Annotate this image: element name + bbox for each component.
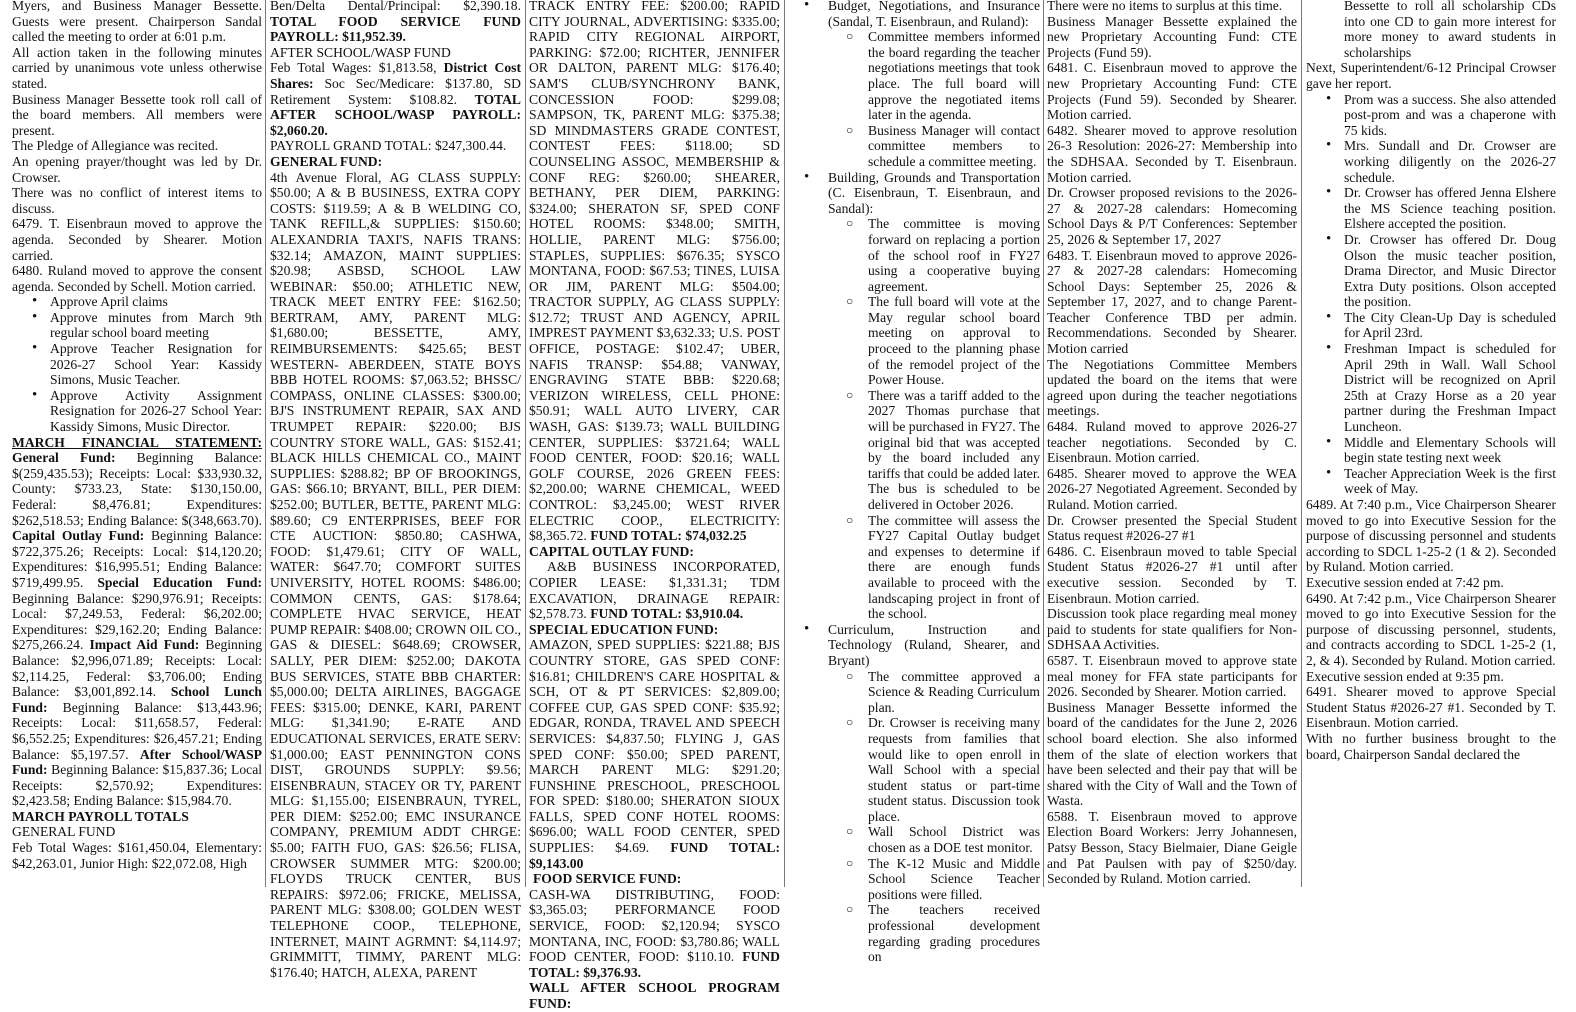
motion: 6480. Ruland moved to approve the consent agenda. Seconded by Schell. Motion carried. [12,263,262,294]
list-item: ○ The full board will vote at the May regular school board meeting on approval to proceed to the planning phase of the remodel project of the Power House. [828,294,1040,388]
total: TOTAL AFTER SCHOOL/WASP PAYROLL: $2,060.20. [270,91,521,138]
column-4 [790,0,1040,965]
paragraph [270,60,521,138]
column-rule [265,0,266,887]
section-heading: MARCH PAYROLL TOTALS [12,808,189,824]
list-item: ○ Committee members informed the board regarding the teacher negotiations meetings that took place. The full board will approve the negotiated items later in the agenda. [828,29,1040,123]
paragraph: Executive session ended at 7:42 pm. [1306,574,1504,590]
paragraph-text: A&B BUSINESS INCORPORATED, COPIER LEASE: $1,331.31; TDM EXCAVATION, DRAINAGE REPAIR: $2,578.73. [529,559,780,622]
section-heading: SPECIAL EDUCATION FUND: [529,621,719,637]
committee-heading-text: Building, Grounds and Transportation (C. Eisenbraun, T. Eisenbraun, and Sandal): [828,169,1040,216]
fund-text: Beginning Balance: $(259,435.53); Receipts: Local: $33,930.32, County: $733.23, State: $130,150.00, Federal: $8,476.81; Expenditures: $262,518.53; Ending Balance: $(348,663.70). [12,450,263,528]
fund-text: Beginning Balance: $2,996,071.89; Receipts: Local: $2,114.25, Federal: $3,706.00; Ending Balance: $3,001,892.14. [12,637,263,700]
fund-label: After School/WASP Fund: [12,746,262,778]
motion: 6486. C. Eisenbraun moved to table Special Student Status #2026-27 #1 until after executive session. Seconded by T. Eisenbraun. Motion carried. [1047,543,1297,606]
list-item: • Teacher Appreciation Week is the first week of May. [1306,466,1556,497]
claims-list [529,559,780,621]
list-item: • Approve Teacher Resignation for 2026-27 School Year: Kassidy Simons, Music Teacher. [12,341,262,388]
list-item: • The City Clean-Up Day is scheduled for April 23rd. [1306,310,1556,341]
motion: 6479. T. Eisenbraun moved to approve the agenda. Seconded by Shearer. Motion carried. [12,216,262,263]
fund-heading: GENERAL FUND [12,824,116,840]
paragraph: There were no items to surplus at this time. [1047,0,1283,13]
committee-heading [790,0,1040,170]
list-item: ○ Business Manager will contact committee members to schedule a committee meeting. [828,123,1040,170]
claims-list [529,887,780,981]
list-item: • Mrs. Sundall and Dr. Crowser are working diligently on the 2026-27 schedule. [1306,138,1556,185]
fund-heading: AFTER SCHOOL/WASP FUND [270,44,451,60]
list-item: • Dr. Crowser has offered Dr. Doug Olson the music teacher position, Drama Director, and Music Director Extra Duty positions. Olson accepted the position. [1306,232,1556,310]
paragraph: There was no conflict of interest items to discuss. [12,185,262,216]
column-2 [270,0,522,980]
motion: 6491. Shearer moved to approve Special Student Status #2026-27 #1. Seconded by T. Eisenbraun. Motion carried. [1306,684,1556,731]
section-heading: WALL AFTER SCHOOL PROGRAM FUND: [529,980,780,1011]
motion: 6483. T. Eisenbraun moved to approve 2026-27 & 2027-28 calendars: Homecoming School Days: September 25, 2026 & September 17, 2027, and to change Parent-Teacher Conference TBD per admin. Recommendations. Seconded by Shearer. Motion carried [1047,247,1297,357]
total: FUND TOTAL: $9,143.00 [529,840,780,871]
list-item: • Approve April claims [12,294,262,310]
column-1 [12,0,262,887]
column-5 [1047,0,1297,887]
claims-list [529,0,780,544]
fund-label: Special Education Fund: [97,574,262,590]
fund-text: Beginning Balance: $15,837.36; Local Receipts: $2,570.92; Expenditures: $2,423.58; Ending Balance: $15,984.70. [12,762,263,809]
claims-list: 4th Avenue Floral, AG CLASS SUPPLY: $50.00; A & B BUSINESS, EXTRA COPY COSTS: $119.59; A & B WELDING CO, TANK REFILL,& SUPPLIES: $150.60; ALEXANDRIA TAXI'S, NAFIS TRANS: $32.14; AMAZON, MAINT SUPPLIES: $20.98; ASBSD, SCHOOL LAW WEBINAR: $50.00; ATHLETIC NEW, TRACK MEET ENTRY FEE: $162.50; BERTRAM, AMY, PARENT MLG: $1,680.00; BESSETTE, AMY, REIMBURSEMENTS: $425.65; BEST WESTERN- ABERDEEN, STATE BOYS BBB HOTEL ROOMS: $7,063.52; BHSSC/ COMPASS, ONLINE CLASSES: $300.00; BJ'S INSTRUMENT REPAIR, SAX AND TRUMPET REPAIR: $220.00; BJS COUNTRY STORE WALL, GAS: $152.41; BLACK HILLS CHEMICAL CO., MAINT SUPPLIES: $288.82; BP OF BROOKINGS, GAS: $66.10; BRYANT, BILL, PER DIEM: $252.00; BUTLER, BETTE, PARENT MLG: $89.60; C9 ENTERPRISES, BEEF FOR CTE AUCTION: $850.80; CASHWA, FOOD: $1,479.61; CITY OF WALL, WATER: $647.70; COMFORT SUITES UNIVERSITY, HOTEL ROOMS: $486.00; COMMON CENTS, GAS: $178.64; COMPLETE HVAC SERVICE, HEAT PUMP REPAIR: $408.00; CROWN OIL CO., GAS & DIESEL: $648.69; CROWSER, SALLY, PER DIEM: $252.00; DAKOTA BUS SERVICES, STATE BBB CHARTER: $5,000.00; DELTA AIRLINES, BAGGAGE FEES: $315.00; DENKE, KARI, PARENT MLG: $1,341.90; E-RATE AND EDUCATIONAL SERVICES, ERATE SERV: $1,000.00; EAST PENNINGTON CONS DIST, GROUNDS SUPPLY: $9.56; EISENBRAUN, STACEY OR TY, PARENT MLG: $1,155.00; EISENBRAUN, TYREL, PER DIEM: $252.00; EMC INSURANCE COMPANY, PREMIUM ADDT CHRGE: $5.00; FAITH FUO, GAS: $26.56; FLISA, CROWSER SUMMER MTG: $200.00; FLOYDS TRUCK CENTER, BUS REPAIRS: $972.06; FRICKE, MELISSA, PARENT MLG: $308.00; GOLDEN WEST TELEPHONE COOP., TELEPHONE, INTERNET, MAINT AGRMNT: $4,114.97; GRIMMITT, TIMMY, PARENT MLG: $176.40; HATCH, ALEXA, PARENT [270,169,521,980]
motion: 6489. At 7:40 p.m., Vice Chairperson Shearer moved to go into Executive Session for the purpose of discussing personnel and students according to SDCL 1-25-2 (1 & 2). Seconded by Ruland. Motion carried. [1306,497,1556,575]
fund-label: School Lunch Fund: [12,684,262,715]
paragraph-text: Feb Total Wages: $1,813.58, [270,60,437,76]
paragraph: Business Manager Bessette explained the new Proprietary Accounting Fund: CTE Projects (Fund 59). [1047,13,1297,60]
paragraph: An opening prayer/thought was led by Dr. Crowser. [12,153,262,185]
list-item: • Approve Activity Assignment Resignation for 2026-27 School Year: Kassidy Simons, Music Director. [12,388,262,435]
section-heading: CAPITAL OUTLAY FUND: [529,543,694,559]
paragraph-text: Soc Sec/Medicare: $137.80, SD Retirement System: $108.82. [270,75,522,107]
paragraph: Business Manager Bessette took roll call of the board members. All members were present. [12,91,262,138]
column-rule [1043,0,1044,887]
paragraph [270,0,521,45]
paragraph: Myers, and Business Manager Bessette. Guests were present. Chairperson Sandal called the meeting to order at 6:01 p.m. [12,0,262,45]
motion: 6588. T. Eisenbraun moved to approve Election Board Workers: Jerry Johannesen, Patsy Besson, Stacy Bielmaier, Diane Geigle and Pat Paulsen with pay of $250/day. Seconded by Ruland. Motion carried. [1047,808,1297,887]
fund-text: Beginning Balance: $290,976.91; Receipts: Local: $7,249.53, Federal: $6,202.00; Expenditures: $29,162.20; Ending Balance: $275,266.24. [12,590,262,653]
list-item: • Freshman Impact is scheduled for April 29th in Wall. Wall School District will be recognized on April 25th at Crazy Horse as a 20 year partner during the Freshman Impact Luncheon. [1306,341,1556,435]
column-rule [784,0,785,887]
committee-heading [790,622,1040,965]
committee-reports [790,0,1040,965]
list-item-continuation: Bessette to roll all scholarship CDs into one CD to gain more interest for more money to award students in scholarships [1344,0,1556,60]
paragraph-text: CASH-WA DISTRIBUTING, FOOD: $3,365.03; PERFORMANCE FOOD SERVICE, FOOD: $2,120.94; SYSCO MONTANA, INC, FOOD: $3,780.86; WALL FOOD CENTER, FOOD: $110.10. [529,886,780,965]
list-item: ○ There was a tariff added to the 2027 Thomas purchase that will be purchased in FY27. The original bid that was accepted by the board included any tariffs that could be added later. The bus is scheduled to be delivered in October 2026. [828,388,1040,513]
total: TOTAL FOOD SERVICE FUND PAYROLL: $11,952.39. [270,13,521,45]
superintendent-report-list [1306,92,1556,497]
paragraph: Feb Total Wages: $161,450.04, Elementary: $42,263.01, Junior High: $22,072.08, High [12,840,262,871]
paragraph: Dr. Crowser presented the Special Student Status request #2026-27 #1 [1047,512,1297,544]
list-item: ○ The teachers received professional development regarding grading procedures on [828,902,1040,964]
label: District Cost Shares: [270,60,521,91]
list-item: • Dr. Crowser has offered Jenna Elshere the MS Science teaching position. Elshere accepted the position. [1306,185,1556,232]
column-rule [1301,0,1302,887]
financial-statement [12,435,262,809]
paragraph-text: TRACK ENTRY FEE: $200.00; RAPID CITY JOURNAL, ADVERTISING: $335.00; RAPID CITY REGIONAL AIRPORT, PARKING: $72.00; RICHTER, JENNIFER OR DALTON, PARENT MLG: $176.40; SAM'S CLUB/SYNCHRONY BANK, CONCESSION FOOD: $299.08; SAMPSON, TK, PARENT MLG: $375.38; SD MINDMASTERS GRADE CONTEST, CONTEST FEES: $118.00; SD COUNSELING ASSOC, MEMBERSHIP & CONF REG: $260.00; SHEARER, BETHANY, PER DIEM, PARKING: $324.00; SHERATON SF, SPED CONF HOTEL ROOMS: $348.00; SMITH, HOLLIE, PARENT MLG: $756.00; STAPLES, SUPPLIES: $676.35; SYSCO MONTANA, FOOD: $67.53; TINES, LUISA OR JIM, PARENT MLG: $504.00; TRACTOR SUPPLY, AG CLASS SUPPLY: $12.72; TRUST AND AGENCY, APRIL IMPREST PAYMENT $3,632.33; U.S. POST OFFICE, POSTAGE: $102.47; UBER, NAFIS TRANSP: $54.88; VANWAY, ENGRAVING STATE BBB: $220.68; VERIZON WIRELESS, CELL PHONE: $50.91; WALL AUTO LIVERY, CAR WASH, GAS: $139.73; WALL BUILDING CENTER, SUPPLIES: $3721.64; WALL FOOD CENTER, FOOD: $20.16; WALL GOLF COURSE, 2026 GREEN FEES: $2,200.00; WARNE CHEMICAL, WEED CONTROL: $3,245.00; WEST RIVER ELECTRIC COOP., ELECTRICITY: $8,365.72. [529,0,780,544]
paragraph: With no further business brought to the board, Chairperson Sandal declared the [1306,730,1556,762]
motion: 6587. T. Eisenbraun moved to approve state meal money for FFA state participants for 2026. Seconded by Shearer. Motion carried. [1047,652,1297,700]
claims-list [529,637,780,871]
paragraph: Discussion took place regarding meal money paid to students for state qualifiers for Non-SDHSAA Activities. [1047,606,1297,653]
paragraph-text: AMAZON, SPED SUPPLIES: $221.88; BJS COUNTRY STORE, GAS SPED CONF: $16.81; CHILDREN'S CARE HOSPITAL & SCH, OT & PT SERVICES: $2,809.00; COFFEE CUP, GAS SPED CONF: $35.92; EDGAR, RONDA, TRAVEL AND SPEECH SERVICES: $4,837.50; FLYING J, GAS SPED CONF: $50.00; SPED PARENT, MARCH PARENT MLG: $291.20; FUNSHINE PRESCHOOL, PRESCHOOL FOR SPED: $180.00; SHERATON SIOUX FALLS, SPED CONF HOTEL ROOMS: $696.00; WALL FOOD CENTER, SPED SUPPLIES: $4.69. [529,637,780,856]
list-item: ○ The K-12 Music and Middle School Science Teacher positions were filled. [828,856,1040,903]
list-item: ○ The committee approved a Science & Reading Curriculum plan. [828,669,1040,716]
column-6 [1306,0,1556,887]
motion: 6482. Shearer moved to approve resolution 26-3 Resolution: 2026-27: Membership into the SDHSAA. Seconded by T. Eisenbraun. Motion carried. [1047,122,1297,185]
fund-label: Impact Aid Fund: [89,637,200,653]
paragraph: PAYROLL GRAND TOTAL: $247,300.44. [270,138,507,154]
list-item: ○ Dr. Crowser is receiving many requests from families that would like to open enroll in Wall School with a special student status or part-time student status. Discussion took place. [828,715,1040,824]
list-item: • Prom was a success. She also attended post-prom and was a chaperone with 75 kids. [1306,92,1556,139]
list-item: • Approve minutes from March 9th regular school board meeting [12,310,262,341]
fund-label: General Fund: [12,450,116,466]
paragraph: Dr. Crowser proposed revisions to the 2026-27 & 2027-28 calendars: Homecoming School Days & P/T Conferences: September 25, 2026 & September 17, 2027 [1047,185,1297,247]
section-heading: MARCH FINANCIAL STATEMENT: [12,434,262,450]
paragraph: Business Manager Bessette informed the board of the candidates for the June 2, 2026 school board election. She also informed them of the slate of election workers that have been selected and their pay that will be shared with the City of Wall and the Town of Wasta. [1047,699,1297,809]
column-3 [529,0,780,1011]
total: FUND TOTAL: $9,376.93. [529,949,780,980]
section-heading: FOOD SERVICE FUND: [533,871,682,887]
list-item: ○ The committee is moving forward on replacing a portion of the school roof in FY27 using a cooperative buying agreement. [828,216,1040,294]
column-rule [525,0,526,887]
fund-text: Beginning Balance: $13,443.96; Receipts: Local: $11,658.57, Federal: $6,552.25; Expenditures: $26,457.21; Ending Balance: $5,197.57. [12,699,263,762]
list-item: • Middle and Elementary Schools will begin state testing next week [1306,435,1556,466]
list-item: ○ The committee will assess the FY27 Capital Outlay budget and expenses to determine if there are enough funds available to proceed with the landscaping project in front of the school. [828,513,1040,622]
motion: 6481. C. Eisenbraun moved to approve the new Proprietary Accounting Fund: CTE Projects (Fund 59). Seconded by Shearer. Motion carried. [1047,60,1297,123]
paragraph: Next, Superintendent/6-12 Principal Crowser gave her report. [1306,60,1556,91]
paragraph: All action taken in the following minutes carried by unanimous vote unless otherwise stated. [12,44,262,91]
committee-heading-text: Budget, Negotiations, and Insurance (Sandal, T. Eisenbraun, and Ruland): [828,0,1040,29]
total: FUND TOTAL: $74,032.25 [590,528,747,544]
fund-label: Capital Outlay Fund: [12,528,145,544]
paragraph-text: Ben/Delta Dental/Principal: $2,390.18. [270,0,521,13]
committee-heading [790,170,1040,622]
committee-heading-text: Curriculum, Instruction and Technology (Ruland, Shearer, and Bryant) [828,621,1040,668]
total: FUND TOTAL: $3,910.04. [590,606,744,622]
motion: 6490. At 7:42 p.m., Vice Chairperson Shearer moved to go into Executive Session for the purpose of discussing personnel, students, and contracts according to SDCL 1-25-2 (1, 2, & 4). Seconded by Ruland. Motion carried. [1306,590,1556,668]
fund-text: Beginning Balance: $722,375.26; Receipts: Local: $14,120.20; Expenditures: $16,995.51; Ending Balance: $719,499.95. [12,528,263,590]
consent-agenda-list [12,294,262,434]
paragraph: Executive session ended at 9:35 pm. [1306,668,1504,684]
paragraph: The Pledge of Allegiance was recited. [12,138,219,154]
section-heading: GENERAL FUND: [270,153,383,169]
motion: 6485. Shearer moved to approve the WEA 2026-27 Negotiated Agreement. Seconded by Ruland. Motion carried. [1047,465,1297,512]
paragraph: The Negotiations Committee Members updated the board on the items that were agreed upon during the teacher negotiations meetings. [1047,356,1297,419]
motion: 6484. Ruland moved to approve 2026-27 teacher negotiations. Seconded by C. Eisenbraun. Motion carried. [1047,419,1297,466]
list-item: ○ Wall School District was chosen as a DOE test monitor. [828,824,1040,855]
